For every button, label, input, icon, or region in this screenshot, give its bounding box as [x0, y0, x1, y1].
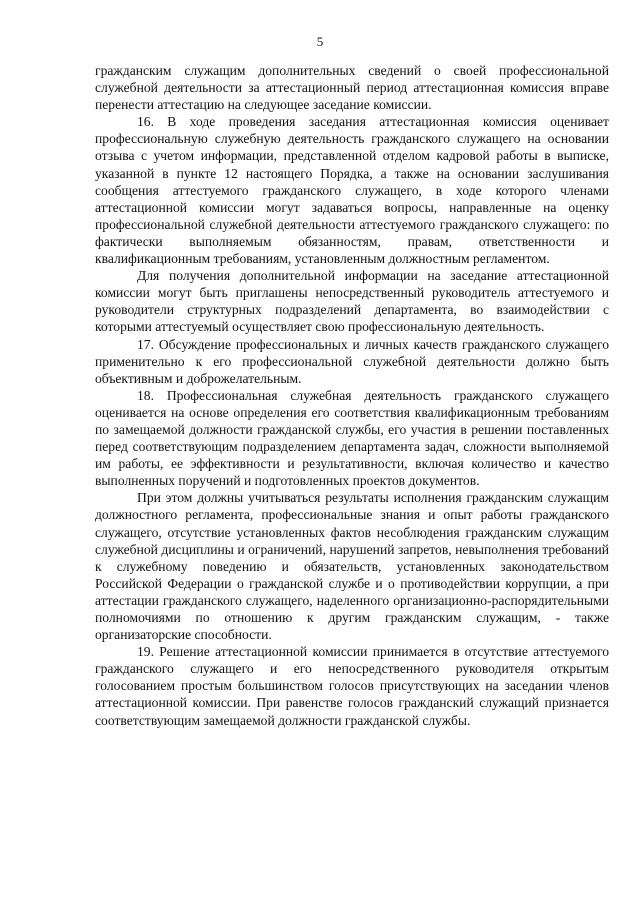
- document-body: [95, 62, 609, 729]
- paragraph-item-19: 19. Решение аттестационной комиссии принимается в отсутствие аттестуемого гражданского служащего и его непосредственного руководителя открытым голосованием простым большинством голосов присутствующих на заседании членов аттестационной комиссии. При равенстве голосов гражданский служащий признается соответствующим замещаемой должности гражданской службы.: [95, 644, 609, 728]
- paragraph-item-18: 18. Профессиональная служебная деятельность гражданского служащего оценивается на основе определения его соответствия квалификационным требованиям по замещаемой должности гражданской службы, его участия в решении поставленных перед соответствующим подразделением департамента задач, сложности выполняемой им работы, ее эффективности и результативности, включая количество и качество выполненных поручений и подготовленных проектов документов.: [95, 387, 609, 489]
- paragraph-continuation: гражданским служащим дополнительных сведений о своей профессиональной служебной деятельности за аттестационный период аттестационная комиссия вправе перенести аттестацию на следующее заседание комиссии.: [95, 63, 609, 113]
- paragraph-evaluation-criteria: При этом должны учитываться результаты исполнения гражданским служащим должностного регламента, профессиональные знания и опыт работы гражданского служащего, отсутствие установленных фактов несоблюдения гражданским служащим служебной дисциплины и ограничений, нарушений запретов, невыполнения требований к служебному поведению и обязательств, установленных законодательством Российской Федерации о гражданской службе и о противодействии коррупции, а при аттестации гражданского служащего, наделенного организационно-распорядительными полномочиями по отношению к другим гражданским служащим, - также организаторские способности.: [95, 490, 609, 643]
- paragraph-item-17: 17. Обсуждение профессиональных и личных качеств гражданского служащего применительно к его профессиональной служебной деятельности должно быть объективным и доброжелательным.: [95, 336, 609, 386]
- page-number: 5: [316, 34, 324, 49]
- paragraph-item-16: 16. В ходе проведения заседания аттестационная комиссия оценивает профессиональную служебную деятельность гражданского служащего на основании отзыва с учетом информации, представленной отделом кадровой работы в выписке, указанной в пункте 12 настоящего Порядка, а также на основании заслушивания сообщения аттестуемого гражданского служащего, в ходе которого членами аттестационной комиссии могут задаваться вопросы, направленные на оценку профессиональной служебной деятельности аттестуемого гражданского служащего: по фактически выполняемым обязанностям, правам, ответственности и квалификационным требованиям, установленным должностным регламентом.: [95, 114, 609, 267]
- paragraph-additional-information: Для получения дополнительной информации на заседание аттестационной комиссии могут быть приглашены непосредственный руководитель аттестуемого и руководители структурных подразделений департамента, во взаимодействии с которыми аттестуемый осуществляет свою профессиональную деятельность.: [95, 268, 609, 335]
